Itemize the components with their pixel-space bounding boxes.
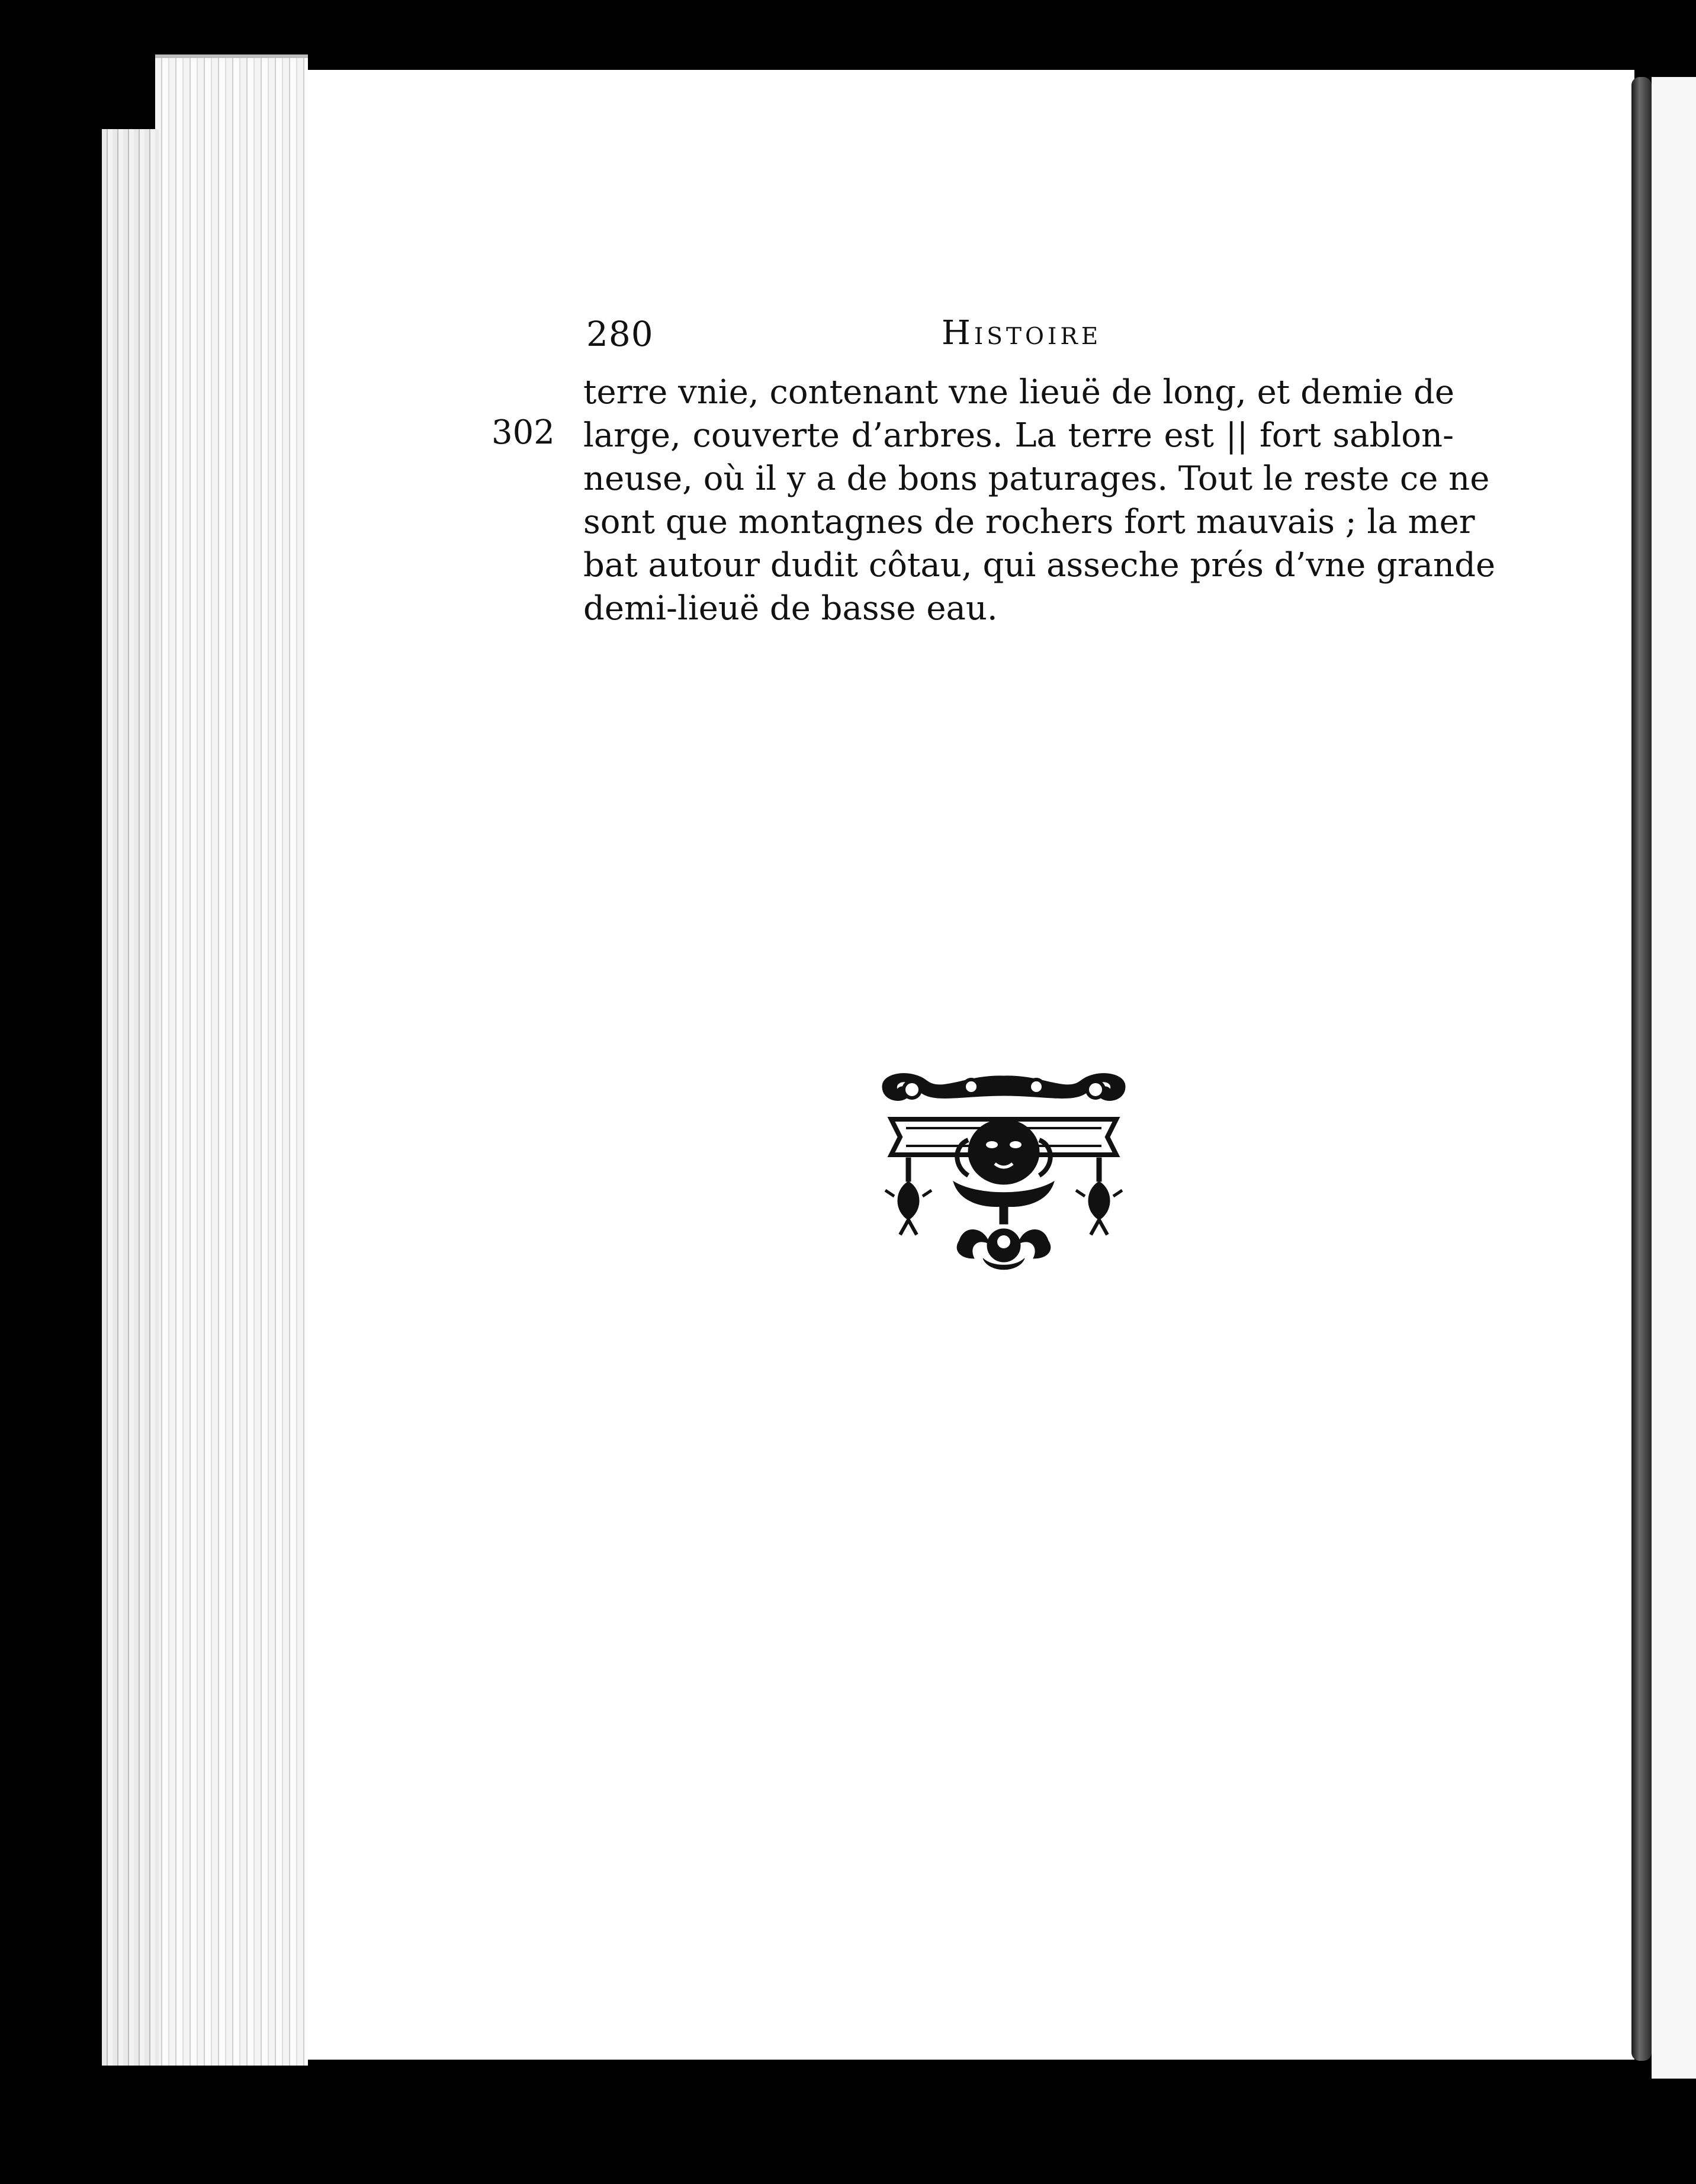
page-edges (155, 54, 308, 2066)
text-line: terre vnie, contenant vne lieuë de long, et demie de (583, 373, 1455, 412)
opposite-page-edge (1652, 77, 1696, 2079)
running-header (586, 314, 1119, 361)
baroque-mask-tailpiece-icon (871, 1069, 1137, 1282)
running-title: Histoire (942, 314, 1102, 352)
text-line: sont que montagnes de rochers fort mauvais ; la mer (583, 503, 1475, 541)
body-paragraph (583, 371, 1496, 630)
text-line: bat autour dudit côtau, qui asseche prés d’vne grande (583, 546, 1496, 584)
text-line: neuse, où il y a de bons paturages. Tout le reste ce ne (583, 460, 1490, 498)
book-page (308, 70, 1634, 2060)
page-number: 280 (586, 314, 654, 354)
margin-page-reference: 302 (492, 413, 555, 452)
text-line: large, couverte d’arbres. La terre est || fort sablon- (583, 416, 1454, 455)
text-line: demi-lieuë de basse eau. (583, 589, 998, 628)
book-binding (1631, 77, 1652, 2061)
